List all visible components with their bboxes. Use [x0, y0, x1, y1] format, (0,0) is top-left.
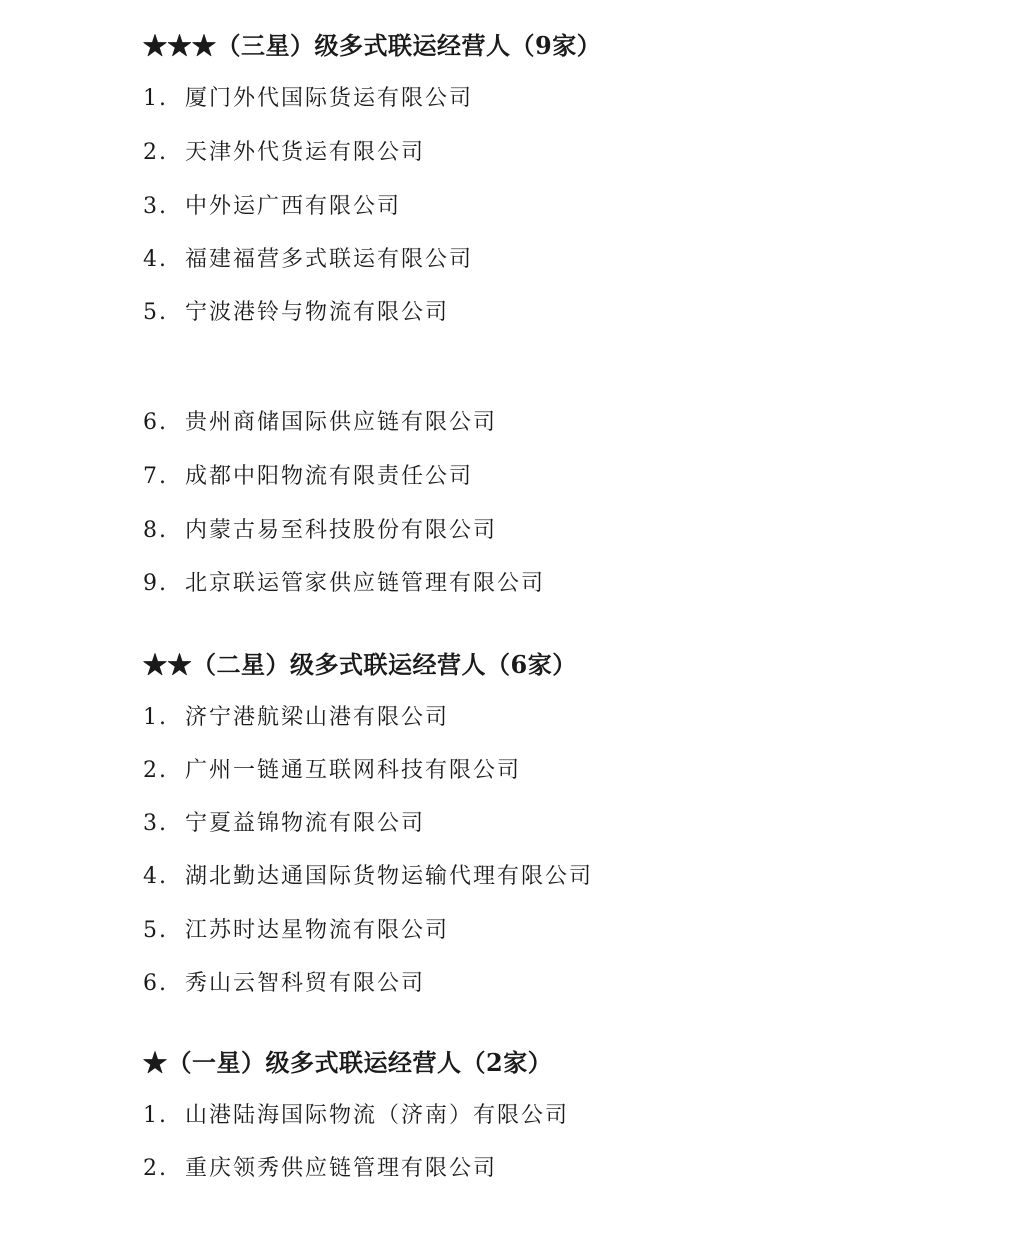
list-item: 5. 江苏时达星物流有限公司: [143, 918, 450, 943]
list-item: 9. 北京联运管家供应链管理有限公司: [143, 571, 546, 596]
list-item: 6. 秀山云智科贸有限公司: [143, 971, 426, 996]
section-heading-three-star: ★★★（三星）级多式联运经营人（9家）: [143, 31, 602, 60]
list-item: 4. 湖北勤达通国际货物运输代理有限公司: [143, 864, 594, 889]
list-item: 1. 济宁港航梁山港有限公司: [143, 705, 450, 730]
list-item: 5. 宁波港铃与物流有限公司: [143, 300, 450, 325]
list-item: 3. 中外运广西有限公司: [143, 194, 402, 219]
section-heading-one-star: ★（一星）级多式联运经营人（2家）: [143, 1048, 553, 1077]
list-item: 2. 广州一链通互联网科技有限公司: [143, 758, 522, 783]
section-heading-two-star: ★★（二星）级多式联运经营人（6家）: [143, 650, 577, 679]
list-item: 8. 内蒙古易至科技股份有限公司: [143, 518, 498, 543]
list-item: 2. 天津外代货运有限公司: [143, 140, 426, 165]
list-item: 6. 贵州商储国际供应链有限公司: [143, 410, 498, 435]
list-item: 3. 宁夏益锦物流有限公司: [143, 811, 426, 836]
list-item: 1. 厦门外代国际货运有限公司: [143, 86, 474, 111]
list-item: 4. 福建福营多式联运有限公司: [143, 247, 474, 272]
list-item: 7. 成都中阳物流有限责任公司: [143, 464, 474, 489]
list-item: 2. 重庆领秀供应链管理有限公司: [143, 1156, 498, 1181]
list-item: 1. 山港陆海国际物流（济南）有限公司: [143, 1103, 570, 1128]
